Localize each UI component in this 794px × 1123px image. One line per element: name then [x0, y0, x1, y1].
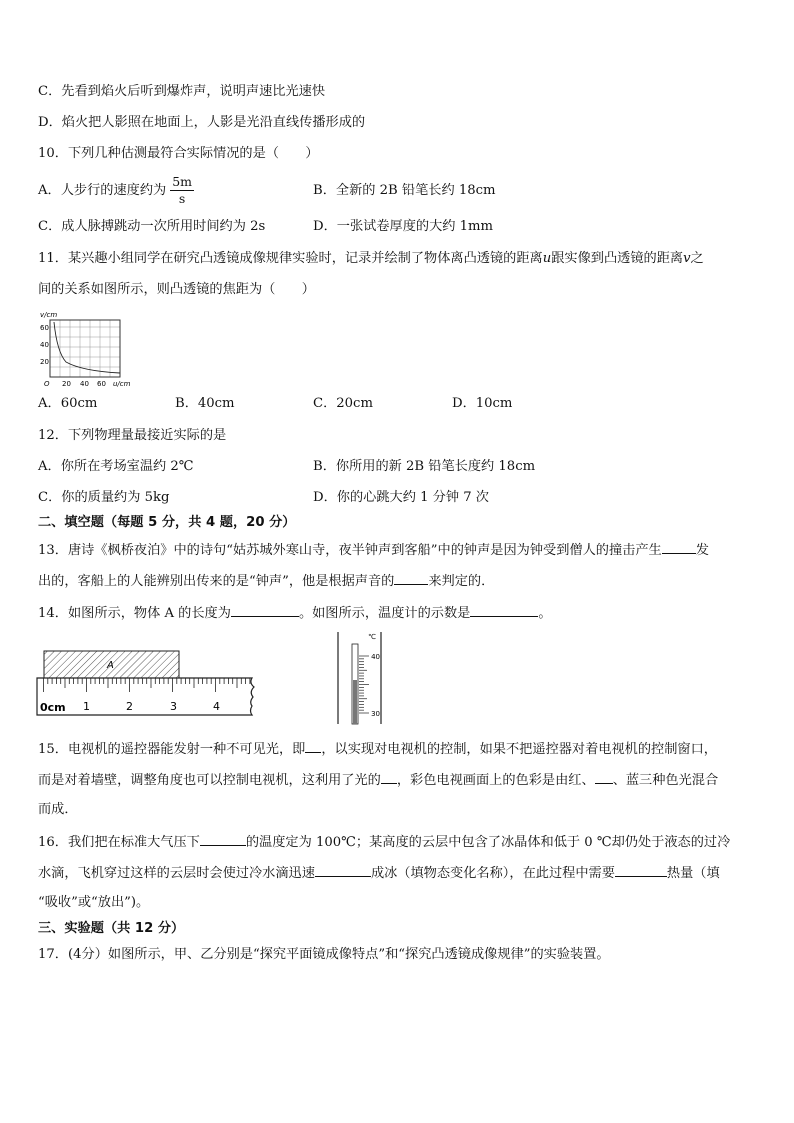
answer-blank[interactable]: [615, 863, 667, 877]
ruler-label: 3: [170, 700, 177, 713]
q13-line2: [38, 571, 494, 591]
answer-blank[interactable]: [470, 603, 538, 617]
q16-text-d: 成冰（填物态变化名称），在此过程中需要: [370, 866, 615, 881]
q11-option-c: C．20cm: [313, 396, 373, 411]
q9-option-c: C．先看到焰火后听到爆炸声，说明声速比光速快: [38, 84, 326, 99]
ruler-label: 2: [126, 700, 133, 713]
answer-blank[interactable]: [662, 540, 696, 554]
q15-text-b: ，以实现对电视机的控制，如果不把遥控器对着电视机的控制窗口，: [321, 742, 717, 757]
q11-option-a: A．60cm: [38, 396, 98, 411]
q9-option-d: D．焰火把人影照在地面上，人影是光沿直线传播形成的: [38, 115, 366, 130]
thermometer-figure: [334, 630, 386, 726]
q12-option-c: C．你的质量约为 5kg: [38, 490, 170, 505]
answer-blank[interactable]: [305, 739, 321, 753]
section-heading-fill-in: 二、填空题（每题 5 分，共 4 题，20 分）: [38, 515, 296, 530]
ruler-label: 1: [83, 700, 90, 713]
answer-blank[interactable]: [200, 832, 246, 846]
answer-blank[interactable]: [231, 603, 299, 617]
var-u: u: [542, 251, 552, 266]
answer-blank[interactable]: [394, 571, 428, 585]
q15-line3: 而成．: [38, 802, 78, 817]
q14-text-a: 14．如图所示，物体 A 的长度为: [38, 606, 231, 621]
ruler-label: 0cm: [40, 701, 66, 714]
q16-line2: [38, 863, 720, 883]
q13-text-b: 发: [695, 543, 709, 558]
q16-text-b: 的温度定为 100℃；某高度的云层中包含了冰晶体和低于 0 ℃却仍处于液态的过冷: [245, 835, 731, 850]
q11-option-d: D．10cm: [452, 396, 513, 411]
q15-text-c: 而是对着墙壁，调整角度也可以控制电视机，这利用了光的: [38, 773, 381, 788]
graph-xtick: 40: [80, 380, 89, 388]
q10-option-c: C．成人脉搏跳动一次所用时间约为 2s: [38, 219, 266, 234]
q10-stem: 10．下列几种估测最符合实际情况的是（ ）: [38, 146, 319, 161]
q16-text-e: 热量（填: [666, 866, 720, 881]
q11-option-b: B．40cm: [175, 396, 235, 411]
q11-stem-line1: [38, 250, 704, 268]
graph-ytick: 20: [40, 358, 49, 366]
q11-text-a: 11．某兴趣小组同学在研究凸透镜成像规律实验时，记录并绘制了物体离凸透镜的距离: [38, 251, 543, 266]
graph-xtick: 60: [97, 380, 106, 388]
q10-option-b: B．全新的 2B 铅笔长约 18cm: [313, 183, 496, 198]
object-a-label: A: [107, 660, 114, 671]
thermometer-unit: ℃: [368, 633, 376, 641]
q13-text-c: 出的，客船上的人能辨别出传来的是“钟声”，他是根据声音的: [38, 574, 395, 589]
q17-stem: 17．(4分）如图所示，甲、乙分别是“探究平面镜成像特点”和“探究凸透镜成像规律”的实验装置。: [38, 947, 610, 962]
fraction: [170, 174, 194, 207]
graph-xtick: 20: [62, 380, 71, 388]
graph-ylabel: v/cm: [40, 311, 58, 319]
q16-line3: “吸收”或“放出”)。: [38, 895, 150, 910]
graph-ytick: 40: [40, 341, 49, 349]
q15-text-a: 15．电视机的遥控器能发射一种不可见光，即: [38, 742, 306, 757]
q15-text-d: ，彩色电视画面上的色彩是由红、: [396, 773, 595, 788]
uv-graph: [30, 308, 142, 390]
q11-text-c: 之: [690, 251, 704, 266]
graph-origin: O: [44, 380, 50, 388]
q11-stem-line2: 间的关系如图所示，则凸透镜的焦距为（ ）: [38, 282, 315, 297]
q12-option-b: B．你所用的新 2B 铅笔长度约 18cm: [313, 459, 536, 474]
section-heading-experiment: 三、实验题（共 12 分）: [38, 921, 185, 936]
q16-text-a: 16．我们把在标准大气压下: [38, 835, 200, 850]
answer-blank[interactable]: [595, 770, 613, 784]
q15-line2: [38, 770, 718, 790]
thermometer-label: 30: [371, 710, 380, 718]
graph-ytick: 60: [40, 324, 49, 332]
thermometer-liquid: [353, 680, 357, 724]
thermometer-label: 40: [371, 653, 380, 661]
q16-line1: [38, 832, 730, 852]
q13-line1: [38, 540, 709, 560]
q14-text-c: 。: [538, 606, 552, 621]
q13-text-d: 来判定的．: [428, 574, 495, 589]
q16-text-c: 水滴，飞机穿过这样的云层时会使过冷水滴迅速: [38, 866, 315, 881]
q13-text-a: 13．唐诗《枫桥夜泊》中的诗句“姑苏城外寒山寺，夜半钟声到客船”中的钟声是因为钟受到僧人的撞击产生: [38, 543, 662, 558]
q14-stem: [38, 603, 552, 623]
thermometer-ticks: [359, 656, 369, 713]
q11-text-b: 跟实像到凸透镜的距离: [551, 251, 684, 266]
q14-text-b: 。如图所示，温度计的示数是: [298, 606, 471, 621]
ruler-label: 4: [213, 700, 220, 713]
q12-stem: 12．下列物理量最接近实际的是: [38, 428, 227, 443]
answer-blank[interactable]: [381, 770, 397, 784]
var-v: v: [683, 251, 691, 266]
q10-option-a-text: A．人步行的速度约为: [38, 183, 167, 198]
fraction-numerator: 5m: [172, 174, 193, 189]
q10-option-d: D．一张试卷厚度的大约 1mm: [313, 219, 494, 234]
q12-option-a: A．你所在考场室温约 2℃: [38, 459, 194, 474]
graph-xlabel: u/cm: [113, 380, 131, 388]
q12-option-d: D．你的心跳大约 1 分钟 7 次: [313, 490, 489, 505]
ruler-figure: [36, 648, 260, 718]
fraction-denominator: s: [178, 191, 186, 206]
q15-line1: [38, 739, 717, 759]
answer-blank[interactable]: [315, 863, 371, 877]
q15-text-e: 、蓝三种色光混合: [612, 773, 719, 788]
q10-option-a: [38, 174, 194, 207]
